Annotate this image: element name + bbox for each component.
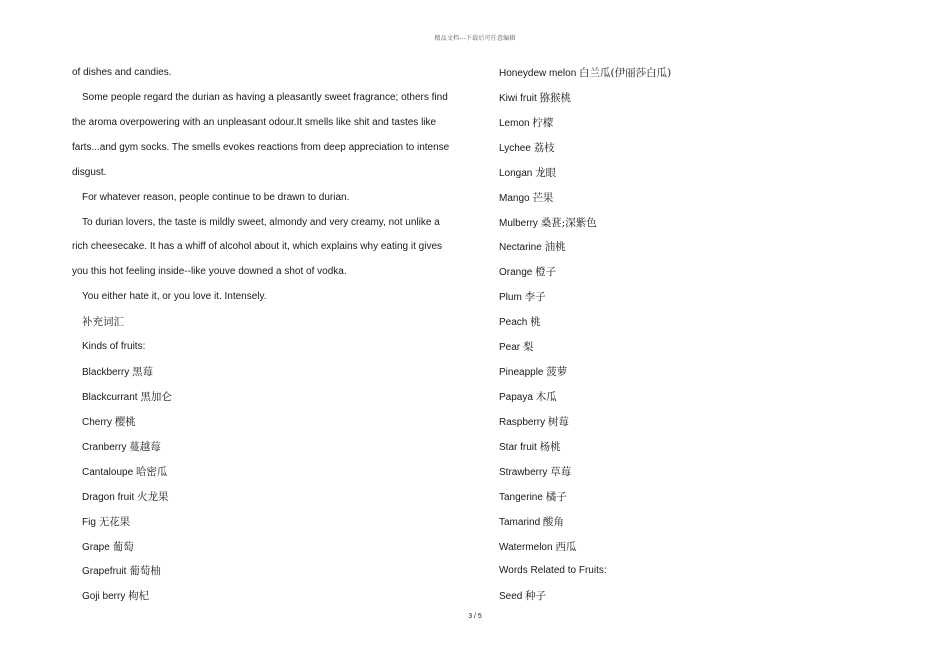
- line-text: Mulberry: [499, 217, 538, 229]
- chinese-translation: 葡萄: [112, 540, 134, 553]
- line-text: disgust.: [72, 166, 107, 178]
- chinese-translation: 哈密瓜: [135, 465, 168, 478]
- line-text: Some people regard the durian as having a pleasantly sweet fragrance; others find: [82, 91, 448, 103]
- chinese-translation: 橘子: [545, 490, 567, 503]
- text-line: [72, 584, 472, 609]
- chinese-translation: 芒果: [532, 191, 554, 204]
- line-text: farts...and gym socks. The smells evokes reactions from deep appreciation to intense: [72, 141, 450, 153]
- text-line: [72, 385, 472, 410]
- line-text: You either hate it, or you love it. Intensely.: [82, 291, 267, 303]
- line-text: Watermelon: [499, 541, 553, 553]
- chinese-translation: 树莓: [547, 415, 569, 428]
- line-text: Fig: [82, 516, 96, 528]
- line-text: rich cheesecake. It has a whiff of alcohol about it, which explains why eating it gives: [72, 241, 443, 253]
- chinese-translation: 种子: [525, 590, 547, 603]
- chinese-translation: 酸角: [542, 515, 564, 528]
- line-text: Lychee: [499, 142, 531, 154]
- line-text: Kiwi fruit: [499, 92, 537, 104]
- line-text: Orange: [499, 267, 533, 279]
- chinese-translation: 黑莓: [132, 366, 154, 379]
- line-text: Mango: [499, 192, 530, 204]
- line-text: Seed: [499, 591, 523, 603]
- text-line: [72, 310, 472, 335]
- chinese-translation: 木瓜: [535, 390, 557, 403]
- line-text: Tangerine: [499, 491, 543, 503]
- chinese-translation: 菠萝: [546, 366, 568, 379]
- line-text: Papaya: [499, 391, 533, 403]
- text-line: [72, 485, 472, 510]
- chinese-translation: 杨桃: [539, 440, 561, 453]
- text-line: [72, 186, 472, 211]
- line-text: the aroma overpowering with an unpleasant odour.It smells like shit and tastes like: [72, 116, 437, 128]
- text-line: [72, 360, 472, 385]
- text-line: [72, 161, 472, 186]
- chinese-translation: 柠檬: [532, 116, 554, 129]
- vocabulary-entry: [499, 111, 899, 136]
- vocabulary-entry: [499, 61, 899, 86]
- line-text: To durian lovers, the taste is mildly sweet, almondy and very creamy, not unlike a: [82, 216, 440, 228]
- text-line: [72, 136, 472, 161]
- vocabulary-entry: [499, 360, 899, 385]
- vocabulary-entry: [499, 535, 899, 560]
- chinese-translation: 李子: [524, 291, 546, 304]
- text-line: [72, 335, 472, 360]
- vocabulary-entry: [499, 410, 899, 435]
- text-line: [72, 460, 472, 485]
- left-text-column: [72, 61, 472, 609]
- chinese-translation: 梨: [522, 341, 534, 354]
- text-line: [72, 535, 472, 560]
- text-line: [72, 559, 472, 584]
- line-text: For whatever reason, people continue to be drawn to durian.: [82, 191, 350, 203]
- text-line: [72, 111, 472, 136]
- vocabulary-entry: [499, 136, 899, 161]
- chinese-translation: 葡萄柚: [129, 565, 161, 578]
- line-text: Nectarine: [499, 242, 542, 254]
- text-line: [72, 86, 472, 111]
- line-text: Plum: [499, 292, 522, 304]
- chinese-translation: 枸杞: [128, 590, 150, 603]
- vocabulary-entry: [499, 385, 899, 410]
- chinese-translation: 桑葚;深紫色: [540, 216, 597, 229]
- line-text: Honeydew melon: [499, 68, 577, 79]
- chinese-translation: 无花果: [98, 515, 131, 528]
- chinese-translation: 黑加仑: [140, 390, 172, 403]
- vocabulary-entry: [499, 559, 899, 584]
- vocabulary-entry: [499, 86, 899, 111]
- vocabulary-entry: [499, 285, 899, 310]
- vocabulary-entry: [499, 460, 899, 485]
- vocabulary-entry: [499, 335, 899, 360]
- line-text: Pineapple: [499, 367, 544, 379]
- line-text: Strawberry: [499, 466, 548, 478]
- line-text: Peach: [499, 317, 528, 329]
- line-text: Longan: [499, 167, 533, 179]
- chinese-translation: 橙子: [535, 266, 557, 279]
- vocabulary-entry: [499, 584, 899, 609]
- chinese-translation: 猕猴桃: [539, 91, 572, 104]
- line-text: Pear: [499, 342, 521, 354]
- vocabulary-entry: [499, 435, 899, 460]
- chinese-translation: 西瓜: [555, 540, 577, 553]
- line-text: you this hot feeling inside--like youve downed a shot of vodka.: [72, 266, 347, 278]
- line-text: Blackcurrant: [82, 391, 138, 403]
- line-text: Star fruit: [499, 441, 537, 453]
- line-text: Grape: [82, 541, 110, 553]
- text-line: [72, 260, 472, 285]
- chinese-translation: 樱桃: [114, 415, 136, 428]
- text-line: [72, 510, 472, 535]
- vocabulary-entry: [499, 485, 899, 510]
- vocabulary-entry: [499, 510, 899, 535]
- vocabulary-entry: [499, 186, 899, 211]
- chinese-translation: 桃: [530, 316, 541, 329]
- line-text: Words Related to Fruits:: [499, 565, 607, 577]
- line-text: Cranberry: [82, 441, 127, 453]
- line-text: of dishes and candies.: [72, 67, 172, 78]
- chinese-translation: 火龙果: [137, 490, 169, 503]
- line-text: Goji berry: [82, 591, 126, 603]
- vocabulary-entry: [499, 235, 899, 260]
- section-heading-text: 补充词汇: [82, 316, 124, 329]
- text-line: [72, 435, 472, 460]
- line-text: Lemon: [499, 117, 530, 129]
- text-line: [72, 211, 472, 236]
- chinese-translation: 草莓: [550, 465, 572, 478]
- line-text: Dragon fruit: [82, 491, 135, 503]
- line-text: Kinds of fruits:: [82, 341, 146, 353]
- line-text: Tamarind: [499, 516, 541, 528]
- line-text: Blackberry: [82, 367, 130, 379]
- chinese-translation: 龙眼: [535, 166, 557, 179]
- line-text: Cantaloupe: [82, 466, 134, 478]
- chinese-translation: 油桃: [544, 241, 566, 254]
- chinese-translation: 白兰瓜(伊丽莎白瓜): [579, 67, 672, 79]
- right-vocabulary-column: [499, 61, 899, 609]
- line-text: Cherry: [82, 416, 113, 428]
- text-line: [72, 410, 472, 435]
- text-line: [72, 61, 472, 86]
- vocabulary-entry: [499, 211, 899, 236]
- text-line: [72, 285, 472, 310]
- text-line: [72, 235, 472, 260]
- page-number: 3 / 5: [468, 613, 482, 620]
- vocabulary-entry: [499, 310, 899, 335]
- page-header: 精品文档---下载后可任意编辑: [434, 35, 516, 42]
- vocabulary-entry: [499, 161, 899, 186]
- line-text: Grapefruit: [82, 566, 127, 578]
- line-text: Raspberry: [499, 416, 546, 428]
- chinese-translation: 荔枝: [533, 141, 555, 154]
- vocabulary-entry: [499, 260, 899, 285]
- chinese-translation: 蔓越莓: [129, 440, 161, 453]
